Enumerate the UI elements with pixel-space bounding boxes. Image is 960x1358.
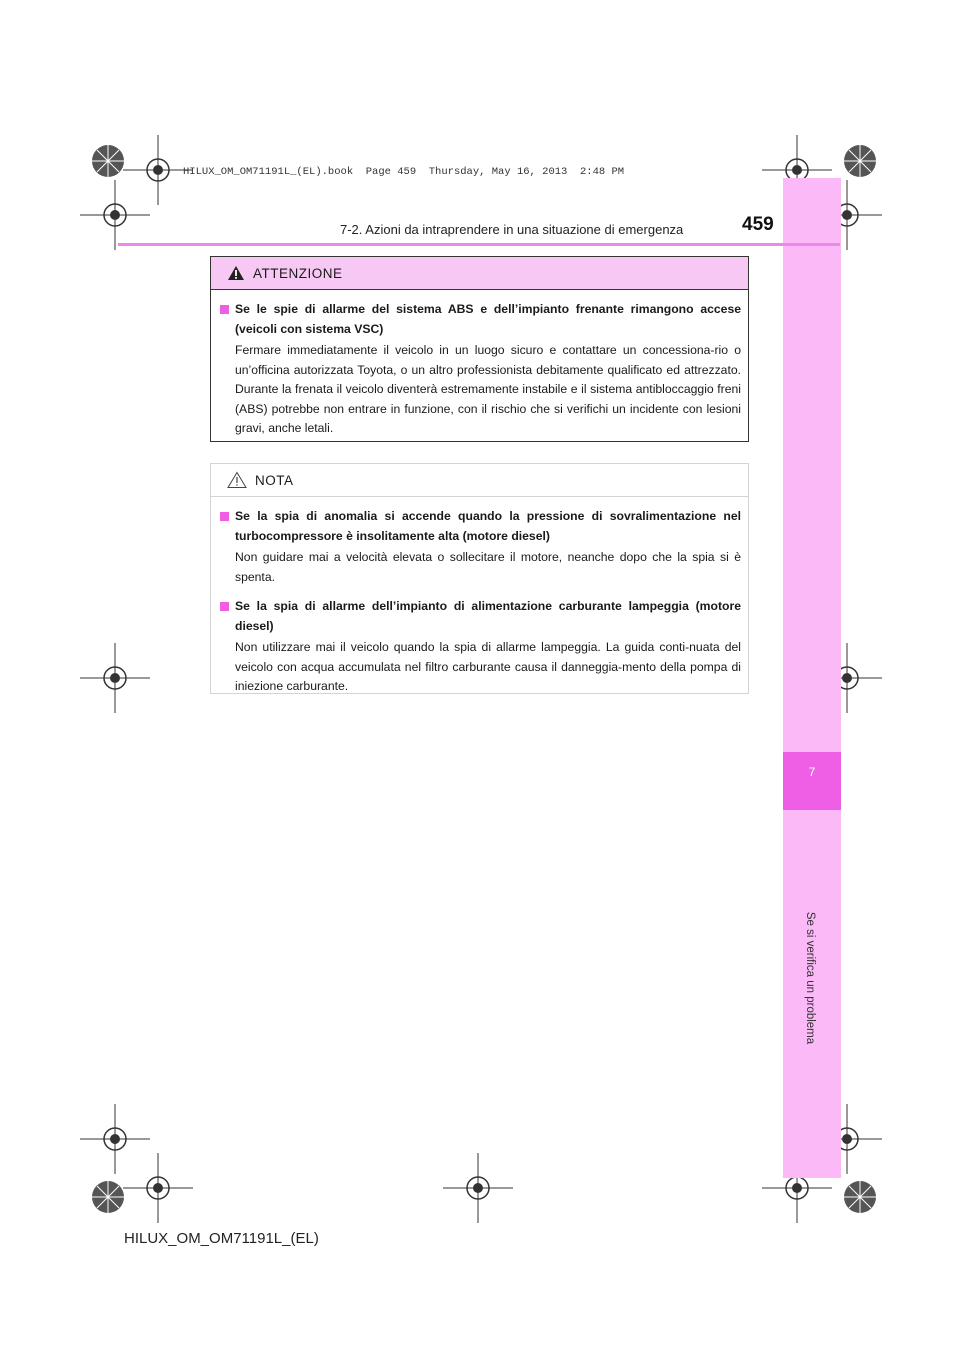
list-item: [220, 300, 741, 439]
item-text: Fermare immediatamente il veicolo in un luogo sicuro e contattare un concessiona-rio o un’officina autorizzata Toyota, o un altro professionista debitamente qualificato ed attrezzato. Durante la frenata il veicolo diventerà estremamente instabile e il sistema antibloccaggio freni (ABS) potrebbe non entrare in funzione, con il rischio che si verifichi un incidente con lesioni gravi, anche letali.: [235, 343, 741, 435]
crosshair-mark: [123, 1153, 193, 1223]
chapter-number-tab: 7: [783, 752, 841, 810]
warning-box-header: [211, 257, 748, 290]
print-info-line: HILUX_OM_OM71191L_(EL).book Page 459 Thursday, May 16, 2013 2:48 PM: [183, 166, 625, 178]
item-text: Non guidare mai a velocità elevata o sollecitare il motore, neanche dopo che la spia si è spenta.: [235, 550, 741, 584]
bullet-square-icon: [220, 602, 229, 611]
item-title: Se le spie di allarme del sistema ABS e dell’impianto frenante rimangono accese (veicoli con sistema VSC): [235, 302, 741, 336]
header-rule: [118, 243, 840, 246]
document-code: HILUX_OM_OM71191L_(EL): [124, 1230, 319, 1247]
warning-box-heading: ATTENZIONE: [253, 265, 343, 281]
crosshair-mark: [80, 643, 150, 713]
item-text: Non utilizzare mai il veicolo quando la spia di allarme lampeggia. La guida conti-nuata del veicolo con acqua accumulata nel filtro carburante causa il danneggia-mento della pompa di iniezione carburante.: [235, 640, 741, 693]
note-box-heading: NOTA: [255, 472, 294, 488]
bullet-square-icon: [220, 512, 229, 521]
page-number: 459: [742, 214, 774, 235]
bullet-square-icon: [220, 305, 229, 314]
crosshair-mark: [443, 1153, 513, 1223]
caution-triangle-outline-icon: [227, 471, 247, 489]
note-box: [210, 463, 749, 694]
warning-box: [210, 256, 749, 442]
warning-triangle-icon: [227, 265, 245, 281]
crosshair-mark: [123, 135, 193, 205]
list-item: [220, 597, 741, 697]
section-title: 7-2. Azioni da intraprendere in una situazione di emergenza: [340, 222, 684, 237]
chapter-label: Se si verifica un problema: [804, 911, 816, 1045]
list-item: [220, 507, 741, 587]
item-title: Se la spia di allarme dell’impianto di alimentazione carburante lampeggia (motore diesel): [235, 599, 741, 633]
note-box-header: [211, 464, 748, 497]
item-title: Se la spia di anomalia si accende quando la pressione di sovralimentazione nel turbocompressore è insolitamente alta (motore diesel): [235, 509, 741, 543]
